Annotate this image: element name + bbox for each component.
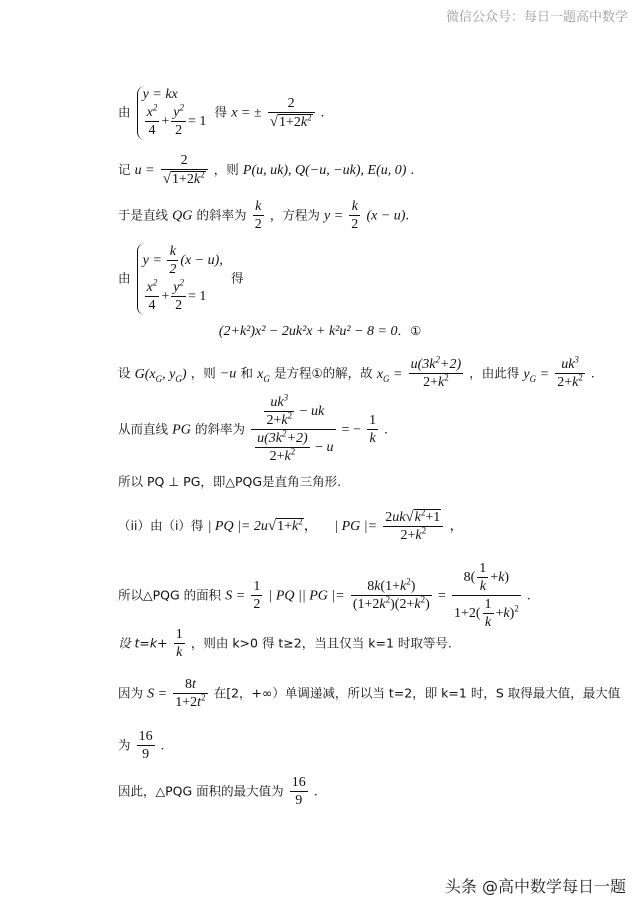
line-define-g: 设 $G(x_G$, $y_G$) ，则 −u 和 $x_G$ 是方程①的解，故 $x_G$ = $\frac{u(3k^2+2)}{2+k^2}$ ，由此得 $y_G$ = $\frac{uk^3}{2+k^2}$ . — [118, 354, 595, 390]
line-monotonic: 因为 S = $\frac{8t}{1+2t^2}$ 在[2，+∞）单调递减，所以当 t=2，即 k=1 时，S 取得最大值，最大值 — [118, 677, 621, 710]
line-pq-pg: （ii）由（i）得 | PQ |= $2u√1+k^2$， | PG |= $\frac{2uk√k^2+1}{2+k^2}$ ， — [118, 507, 464, 543]
line-conclusion: 因此，△PQG 面积的最大值为 $\frac{16}{9}$ . — [118, 775, 318, 808]
line-slope-pg: 从而直线 PG 的斜率为 $\frac{uk^3}{2+k^2}$ − uk $\frac{u(3k^2+2)}{2+k^2}$ − u = − $\frac{1}{k}$ . — [118, 392, 388, 464]
line-area: 所以△PQG 的面积 S = $\frac{1}{2}$ | PQ || PG |= $\frac{8k(1+k^2)}{(1+2k^2)(2+k^2)}$ = 8( $\frac{1}{k}$ +k) 1+2( $\frac{1}{k}$ +k)$^2$ . — [118, 561, 531, 630]
line-max-value: 为 $\frac{16}{9}$ . — [118, 729, 165, 762]
header-watermark: 微信公众号：每日一题高中数学 — [445, 10, 628, 25]
line-system-1: 由 y = kx $\frac{x^2}{4}$ + $\frac{y^2}{2}$ = 1 得 x = ± $\frac{2}{√1+2k^2}$ . — [118, 87, 325, 138]
line-system-2: 由 y = $\frac{k}{2}$ (x − u), $\frac{x^2}{4}$ + $\frac{y^2}{2}$ = 1 得 — [118, 244, 244, 313]
equation-system: y = kx $\frac{x^2}{4}$ + $\frac{y^2}{2}$ = 1 — [137, 86, 207, 140]
fraction-x: $\frac{2}{√1+2k^2}$ — [268, 97, 315, 130]
line-right-triangle: 所以 PQ ⊥ PG，即△PQG是直角三角形. — [118, 474, 342, 489]
equation-1: (2+k²)x² − 2uk²x + k²u² − 8 = 0．① — [218, 323, 422, 339]
line-slope-qg: 于是直线 QG 的斜率为 $\frac{k}{2}$ ，方程为 y = $\frac{k}{2}$ (x − u). — [118, 199, 409, 232]
footer-brand: 头条 @高中数学每日一题 — [444, 877, 626, 896]
line-define-u: 记 u = $\frac{2}{√1+2k^2}$ ，则 P(u, uk), Q(−u, −uk), E(u, 0) . — [118, 153, 415, 187]
line-define-t: 设 t=k+ $\frac{1}{k}$ ，则由 k>0 得 t≥2，当且仅当 k=1 时取等号. — [118, 627, 452, 660]
